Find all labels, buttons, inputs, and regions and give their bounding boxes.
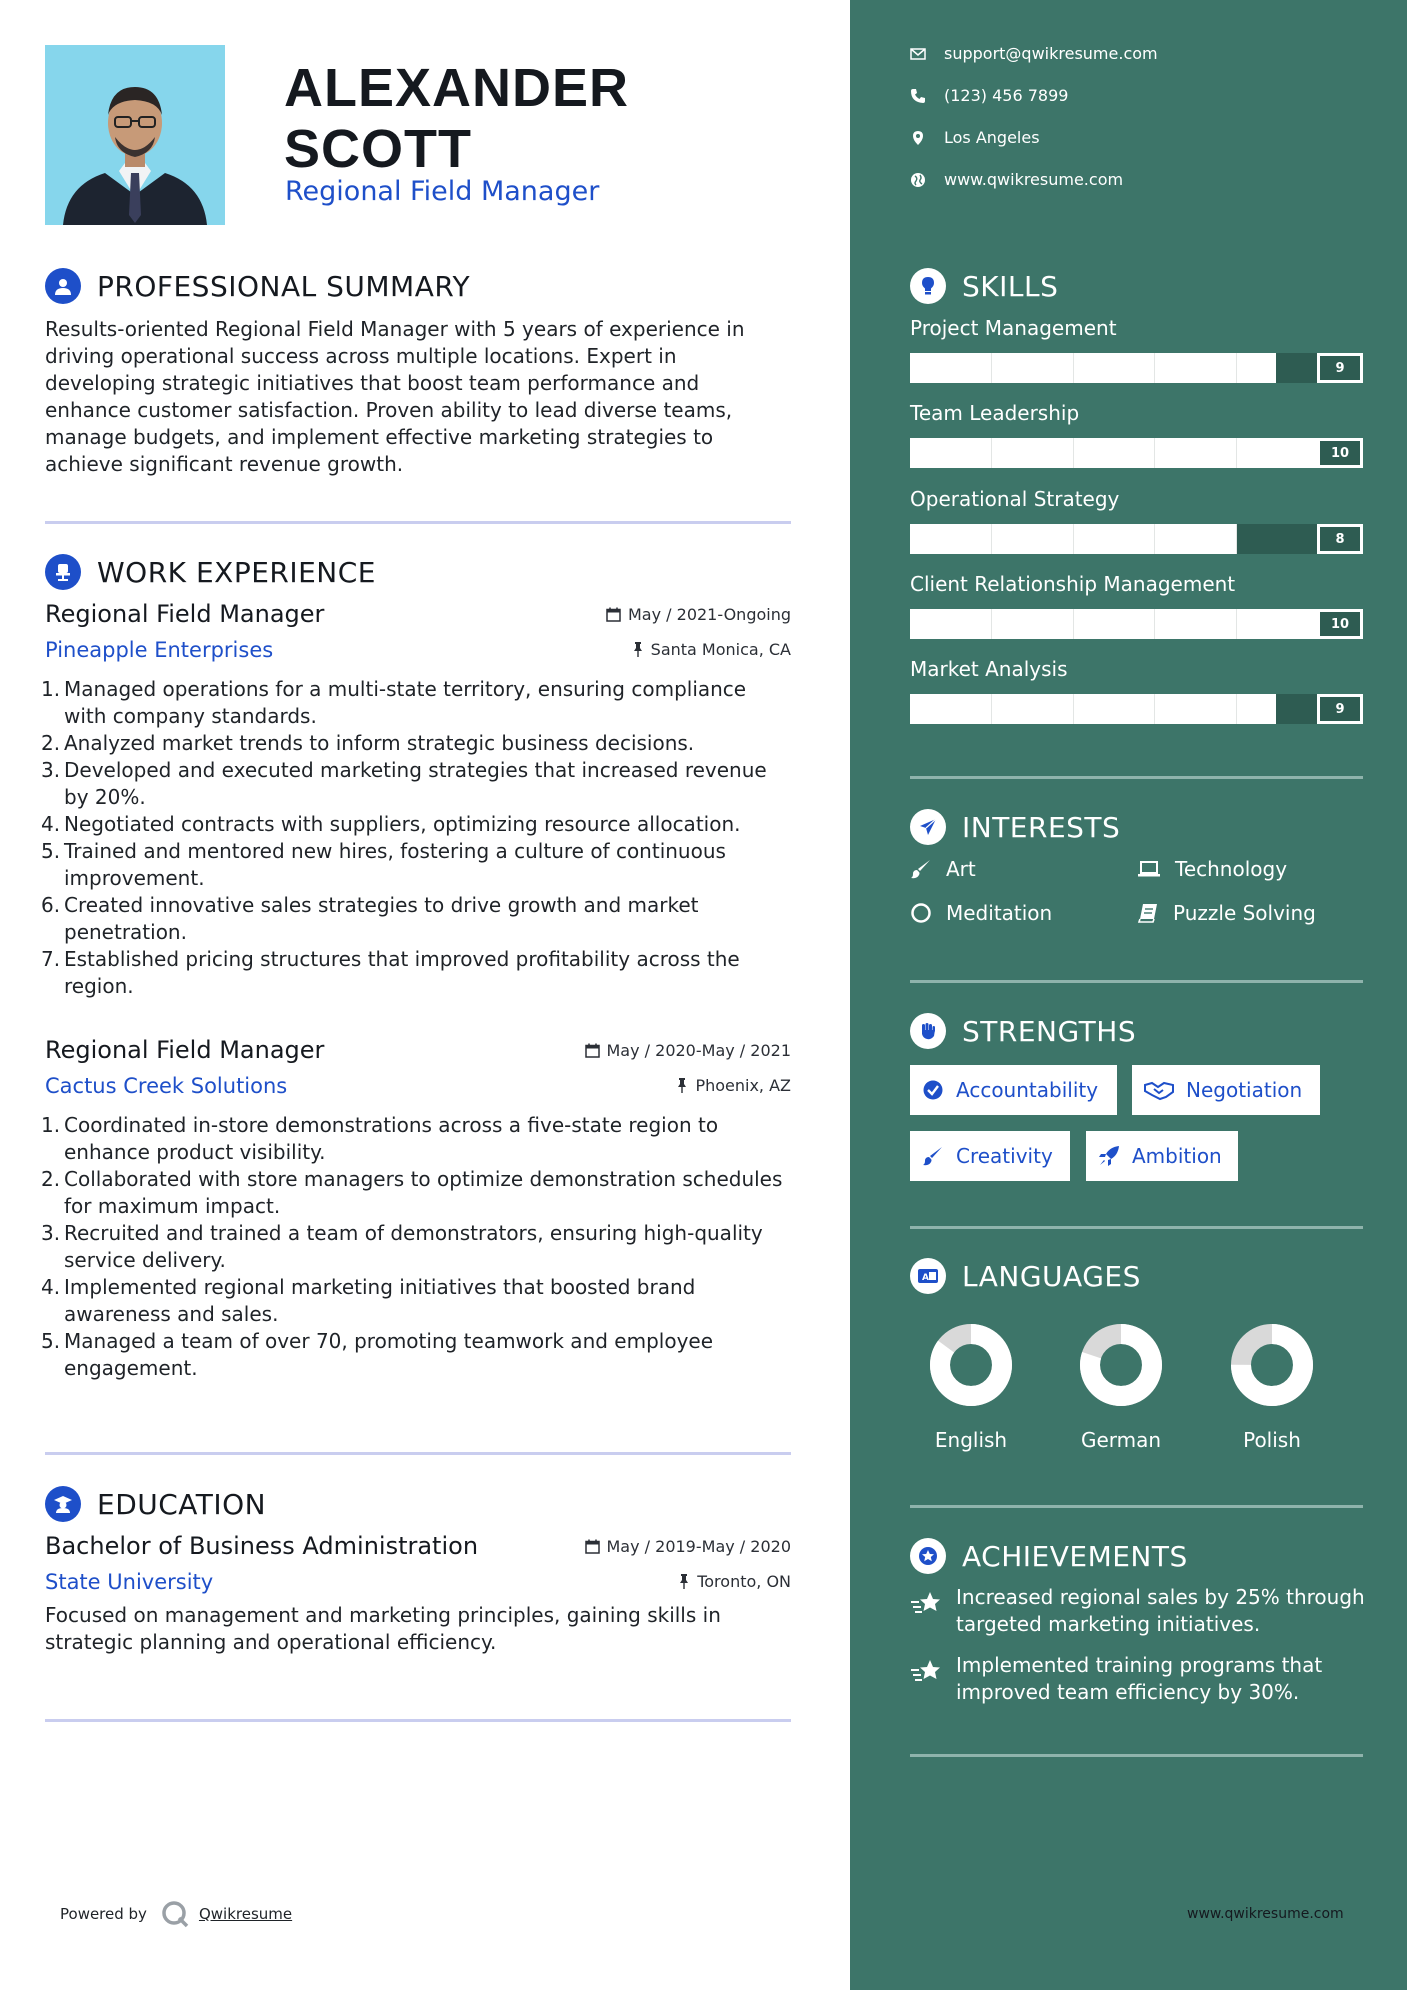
skill-segment <box>1236 609 1237 639</box>
rocket-icon <box>1098 1145 1120 1167</box>
skill-segment <box>1073 694 1074 724</box>
languages-heading <box>910 1258 1141 1294</box>
job-location <box>632 640 791 659</box>
pushpin-icon <box>678 1574 690 1589</box>
language-ring <box>1217 1320 1327 1410</box>
skill-name: Team Leadership <box>910 401 1080 425</box>
strength-label: Accountability <box>956 1078 1099 1102</box>
languages-title: LANGUAGES <box>962 1259 1141 1293</box>
calendar-icon <box>585 1043 600 1058</box>
strength-chip <box>1086 1131 1238 1181</box>
laptop-icon <box>1137 859 1161 879</box>
office-chair-icon <box>45 554 81 590</box>
language-name: English <box>934 1428 1008 1452</box>
interest-label: Puzzle Solving <box>1173 901 1316 925</box>
interest-item <box>1137 901 1316 925</box>
skill-name: Market Analysis <box>910 657 1068 681</box>
skill-segment <box>991 694 992 724</box>
list-item: 7. Established pricing structures that improved profitability across the region. <box>41 947 740 998</box>
list-item: 3. Developed and executed marketing strategies that increased revenue by 20%. <box>41 758 767 809</box>
skill-segment <box>991 524 992 554</box>
skill-level: 8 <box>1317 524 1363 554</box>
language-name: Polish <box>1243 1428 1301 1452</box>
handshake-icon <box>1144 1079 1174 1101</box>
school: State University <box>45 1570 214 1594</box>
achievements-heading <box>910 1538 1188 1574</box>
achievements-title: ACHIEVEMENTS <box>962 1539 1188 1573</box>
education-description: Focused on management and marketing principles, gaining skills in strategic planning and operational efficiency. <box>45 1603 721 1654</box>
envelope-icon <box>910 46 926 62</box>
skill-segment <box>1154 694 1155 724</box>
education-dates-text: May / 2019-May / 2020 <box>606 1537 791 1556</box>
contact-location <box>910 128 1040 147</box>
name-last: SCOTT <box>284 119 472 179</box>
skill-level: 9 <box>1317 694 1363 724</box>
translate-icon <box>910 1258 946 1294</box>
skill-item <box>910 572 1363 639</box>
strength-label: Negotiation <box>1186 1078 1303 1102</box>
pushpin-icon <box>632 642 644 657</box>
skill-level: 10 <box>1317 438 1363 468</box>
interest-item <box>910 901 1052 925</box>
skill-item <box>910 401 1363 468</box>
list-item: 2. Collaborated with store managers to optimize demonstration schedules for maximum impact. <box>41 1167 783 1218</box>
job-dates-text: May / 2020-May / 2021 <box>606 1041 791 1060</box>
map-pin-icon <box>910 130 926 146</box>
skill-segment <box>1154 438 1155 468</box>
skill-segment <box>1154 353 1155 383</box>
skill-item <box>910 316 1363 383</box>
list-item: 4. Implemented regional marketing initiatives that boosted brand awareness and sales. <box>41 1275 696 1326</box>
interest-label: Technology <box>1175 857 1288 881</box>
education-heading <box>45 1486 266 1522</box>
skill-fill <box>910 353 1276 383</box>
skill-bar <box>910 524 1363 554</box>
skill-level: 9 <box>1317 353 1363 383</box>
job-dates-text: May / 2021-Ongoing <box>628 605 791 624</box>
check-circle-icon <box>922 1079 944 1101</box>
experience-title: WORK EXPERIENCE <box>97 555 376 589</box>
calendar-icon <box>585 1539 600 1554</box>
language-item <box>1217 1320 1327 1452</box>
skill-segment <box>1073 438 1074 468</box>
degree: Bachelor of Business Administration <box>45 1532 479 1560</box>
skill-bar <box>910 694 1363 724</box>
interests-title: INTERESTS <box>962 810 1121 844</box>
job-location-text: Phoenix, AZ <box>695 1076 791 1095</box>
summary-heading <box>45 268 470 304</box>
job-role: Regional Field Manager <box>45 1036 325 1064</box>
job-bullets <box>41 1112 791 1382</box>
fist-icon <box>910 1013 946 1049</box>
job-location-text: Santa Monica, CA <box>650 640 791 659</box>
interest-label: Art <box>946 857 976 881</box>
achievement-text: Implemented training programs that improved team efficiency by 30%. <box>956 1653 1323 1704</box>
list-item: 6. Created innovative sales strategies to drive growth and market penetration. <box>41 893 699 944</box>
section-divider <box>45 1452 791 1455</box>
interests-heading <box>910 809 1120 845</box>
skill-segment <box>1236 694 1237 724</box>
list-item: 1. Managed operations for a multi-state territory, ensuring compliance with company standards. <box>41 677 747 728</box>
pushpin-icon <box>676 1078 688 1093</box>
globe-icon <box>910 172 926 188</box>
section-divider <box>45 521 791 524</box>
skill-segment <box>1073 524 1074 554</box>
skill-bar <box>910 609 1363 639</box>
summary-title: PROFESSIONAL SUMMARY <box>97 269 471 303</box>
education-location <box>678 1572 791 1591</box>
contact-email[interactable] <box>910 44 1158 63</box>
skill-name: Client Relationship Management <box>910 572 1236 596</box>
strength-chip <box>910 1131 1070 1181</box>
graduate-icon <box>45 1486 81 1522</box>
skill-fill <box>910 694 1276 724</box>
skill-segment <box>1073 609 1074 639</box>
phone-icon <box>910 88 926 104</box>
skill-level: 10 <box>1317 609 1363 639</box>
shooting-star-icon <box>910 1590 942 1616</box>
job-company: Pineapple Enterprises <box>45 638 274 662</box>
skill-name: Project Management <box>910 316 1117 340</box>
list-item: 3. Recruited and trained a team of demonstrators, ensuring high-quality service delivery. <box>41 1221 763 1272</box>
education-dates <box>585 1537 792 1556</box>
skills-title: SKILLS <box>962 269 1059 303</box>
experience-heading <box>45 554 376 590</box>
language-ring <box>1066 1320 1176 1410</box>
skill-segment <box>1073 353 1074 383</box>
paintbrush-icon <box>910 858 932 880</box>
list-item: 2. Analyzed market trends to inform strategic business decisions. <box>41 731 695 755</box>
job-location <box>676 1076 791 1095</box>
powered-by-label: Powered by <box>60 1905 147 1923</box>
interest-item <box>910 857 976 881</box>
sidebar <box>850 0 1407 1990</box>
strengths-title: STRENGTHS <box>962 1014 1137 1048</box>
powered-by <box>60 1900 292 1928</box>
language-ring <box>916 1320 1026 1410</box>
skill-segment <box>1236 353 1237 383</box>
list-item: 1. Coordinated in-store demonstrations across a five-state region to enhance product visibility. <box>41 1113 719 1164</box>
interest-item <box>1137 857 1287 881</box>
qwikresume-link[interactable]: Qwikresume <box>198 1905 293 1923</box>
achievement-item <box>910 1584 1376 1638</box>
section-divider <box>45 1719 791 1722</box>
paintbrush-icon <box>922 1145 944 1167</box>
strength-chip <box>1132 1065 1320 1115</box>
achievement-item <box>910 1652 1376 1706</box>
website-text: www.qwikresume.com <box>944 170 1124 189</box>
contact-phone[interactable] <box>910 86 1068 105</box>
section-divider <box>910 776 1363 779</box>
skill-segment <box>1154 609 1155 639</box>
paper-plane-icon <box>910 809 946 845</box>
location-text: Los Angeles <box>944 128 1040 147</box>
strength-chip <box>910 1065 1117 1115</box>
job-entry <box>41 1036 791 1382</box>
skill-fill <box>910 609 1317 639</box>
job-company: Cactus Creek Solutions <box>45 1074 288 1098</box>
skill-segment <box>991 609 992 639</box>
contact-website[interactable] <box>910 170 1123 189</box>
skill-name: Operational Strategy <box>910 487 1120 511</box>
calendar-icon <box>606 607 621 622</box>
candidate-name <box>284 58 784 180</box>
strength-label: Ambition <box>1132 1144 1222 1168</box>
name-first: ALEXANDER <box>284 58 630 118</box>
list-item: 5. Managed a team of over 70, promoting teamwork and employee engagement. <box>41 1329 714 1380</box>
summary-text: Results-oriented Regional Field Manager with 5 years of experience in driving operational success across multiple locations. Expert in developing strategic initiatives that boost team performance and enhance customer satisfaction. Proven ability to lead diverse teams, manage budgets, and implement effective marketing strategies to achieve significant revenue growth. <box>45 317 745 476</box>
svg-text:A: A <box>922 1273 929 1283</box>
list-item: 5. Trained and mentored new hires, fostering a culture of continuous improvement. <box>41 839 726 890</box>
education-entry <box>45 1532 791 1656</box>
lightbulb-icon <box>910 268 946 304</box>
skill-segment <box>991 438 992 468</box>
email-text: support@qwikresume.com <box>944 44 1158 63</box>
language-item <box>1066 1320 1176 1452</box>
star-badge-icon <box>910 1538 946 1574</box>
phone-text: (123) 456 7899 <box>944 86 1069 105</box>
language-name: German <box>1080 1428 1162 1452</box>
section-divider <box>910 1754 1363 1757</box>
skill-item <box>910 487 1363 554</box>
skill-segment <box>1236 438 1237 468</box>
skill-item <box>910 657 1363 724</box>
profile-photo <box>45 45 225 225</box>
section-divider <box>910 1226 1363 1229</box>
strengths-heading <box>910 1013 1136 1049</box>
section-divider <box>910 980 1363 983</box>
skill-segment <box>1236 524 1237 554</box>
skill-bar <box>910 353 1363 383</box>
achievement-text: Increased regional sales by 25% through targeted marketing initiatives. <box>956 1585 1365 1636</box>
section-divider <box>910 1505 1363 1508</box>
education-title: EDUCATION <box>97 1487 267 1521</box>
language-item <box>916 1320 1026 1452</box>
education-location-text: Toronto, ON <box>697 1572 791 1591</box>
skill-fill <box>910 438 1317 468</box>
qwikresume-logo-icon <box>161 1900 189 1928</box>
job-entry <box>41 600 791 1000</box>
job-dates <box>585 1041 792 1060</box>
interest-label: Meditation <box>946 901 1053 925</box>
user-circle-icon <box>45 268 81 304</box>
shooting-star-icon <box>910 1658 942 1684</box>
skill-segment <box>1154 524 1155 554</box>
skill-bar <box>910 438 1363 468</box>
skill-segment <box>991 353 992 383</box>
candidate-title: Regional Field Manager <box>285 176 600 207</box>
book-icon <box>1137 902 1159 924</box>
footer-website[interactable]: www.qwikresume.com <box>1187 1906 1344 1922</box>
strength-label: Creativity <box>956 1144 1053 1168</box>
skills-heading <box>910 268 1058 304</box>
list-item: 4. Negotiated contracts with suppliers, optimizing resource allocation. <box>41 812 741 836</box>
job-bullets <box>41 676 791 1000</box>
job-role: Regional Field Manager <box>45 600 325 628</box>
circle-icon <box>910 902 932 924</box>
job-dates <box>606 605 791 624</box>
